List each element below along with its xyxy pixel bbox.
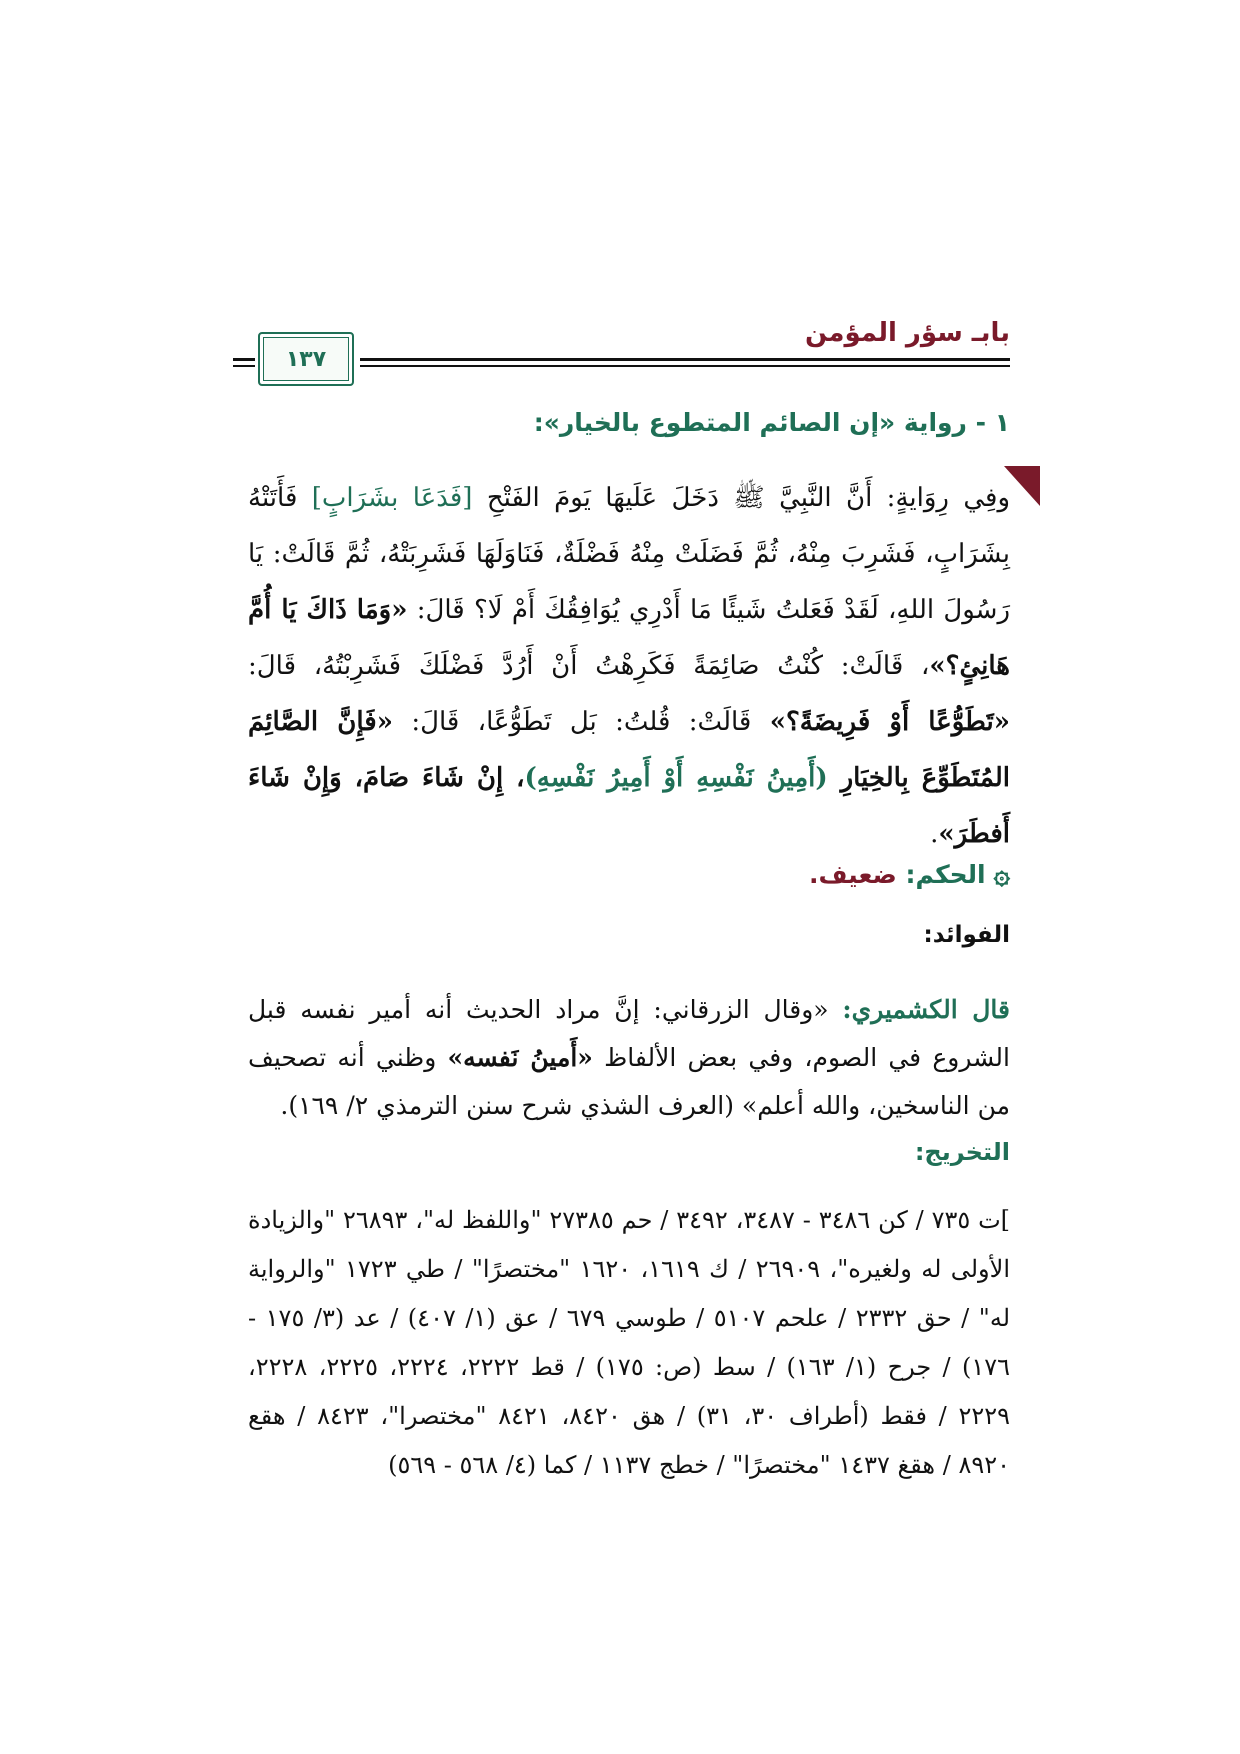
hadith-quote-2: «تَطَوُّعًا أَوْ فَرِيضَةً؟» — [769, 707, 1010, 737]
ruling-label: الحكم: — [905, 860, 986, 889]
hadith-quote-1: «وَمَا ذَاكَ يَا أُمَّ هَانِئٍ؟» — [248, 595, 1010, 681]
kashmiri-text-a: «وقال الزرقاني: إنَّ مراد الحديث أنه أمير نفسه قبل الشروع في الصوم، وفي بعض الألفاظ — [248, 995, 1010, 1072]
page-number: ١٣٧ — [285, 346, 327, 372]
header-rule-bottom-left — [233, 365, 255, 367]
ruling-flower-icon: ۞ — [993, 857, 1010, 890]
hadith-middle: ، قَالَتْ: كُنْتُ صَائِمَةً فَكَرِهْتُ أَنْ أَرُدَّ فَضْلَكَ فَشَرِبْتُهُ، قَالَ: — [248, 651, 930, 681]
header-rule-top-right — [360, 358, 1010, 361]
kashmiri-speaker: قال الكشميري: — [842, 995, 1010, 1024]
page-header — [248, 318, 1010, 388]
takhrij-heading: التخريج: — [914, 1138, 1010, 1166]
chapter-title: بابـ سؤر المؤمن — [804, 318, 1010, 348]
kashmiri-bold-phrase: «أَمينُ نَفسه» — [447, 1043, 593, 1072]
kashmiri-text-b: وظني أنه تصحيف من الناسخين، والله أعلم» (العرف الشذي شرح سنن الترمذي ٢/ ١٦٩). — [248, 1043, 1010, 1120]
hadith-quote-3b: ، إِنْ شَاءَ صَامَ، وَإِنْ شَاءَ أَفطَرَ» — [248, 763, 1010, 849]
hadith-middle-2: قَالَتْ: قُلتُ: بَل تَطَوُّعًا، قَالَ: — [392, 707, 770, 737]
hadith-end: . — [930, 819, 939, 849]
section-heading: ١ - رواية «إن الصائم المتطوع بالخيار»: — [533, 408, 1010, 437]
hadith-quote-3a: «فَإِنَّ الصَّائِمَ المُتَطَوِّعَ بِالخِيَارِ — [248, 707, 1010, 793]
hadith-intro: وفِي رِوَايةٍ: أَنَّ النَّبِيَّ ﷺ دَخَلَ عَلَيهَا يَومَ الفَتْحِ — [472, 483, 1010, 513]
hadith-quote-3-green: (أَمِينُ نَفْسِهِ أَوْ أَمِيرُ نَفْسِهِ) — [524, 763, 828, 793]
page-number-badge — [258, 332, 354, 386]
ruling — [248, 857, 1010, 890]
hadith-text — [248, 470, 1010, 862]
header-rule-top-left — [233, 358, 255, 361]
header-rule-bottom-right — [360, 365, 1010, 367]
benefits-heading: الفوائد: — [923, 922, 1010, 948]
hadith-bracketed: [فَدَعَا بشَرَابٍ] — [311, 483, 473, 513]
kashmiri-paragraph — [248, 986, 1010, 1130]
takhrij-text: ]ت ٧٣٥ / كن ٣٤٨٦ - ٣٤٨٧، ٣٤٩٢ / حم ٢٧٣٨٥ "واللفظ له"، ٢٦٨٩٣ "والزيادة الأولى له ولغيره"، ٢٦٩٠٩ / ك ١٦١٩، ١٦٢٠ "مختصرًا" / طي ١٧٢٣ "والرواية له" / حق ٢٣٣٢ / علحم ٥١٠٧ / طوسي ٦٧٩ / عق (١/ ٤٠٧) / عد (٣/ ١٧٥ - ١٧٦) / جرح (١/ ١٦٣) / سط (ص: ١٧٥) / قط ٢٢٢٢، ٢٢٢٤، ٢٢٢٥، ٢٢٢٨، ٢٢٢٩ / فقط (أطراف ٣٠، ٣١) / هق ٨٤٢٠، ٨٤٢١ "مختصرا"، ٨٤٢٣ / هقع ٨٩٢٠ / هقغ ١٤٣٧ "مختصرًا" / خطج ١١٣٧ / كما (٤/ ٥٦٨ - ٥٦٩) — [248, 1206, 1011, 1479]
ruling-value: ضعيف. — [809, 860, 897, 889]
hadith-body: فَأَتَتْهُ بِشَرَابٍ، فَشَرِبَ مِنْهُ، ثُمَّ فَضَلَتْ مِنْهُ فَضْلَةٌ، فَنَاوَلَهَا فَشَرِبَتْهُ، ثُمَّ قَالَتْ: يَا رَسُولَ اللهِ، لَقَدْ فَعَلتُ شَيئًا مَا أَدْرِي يُوَافِقُكَ أَمْ لَا؟ قَالَ: — [248, 483, 1011, 625]
